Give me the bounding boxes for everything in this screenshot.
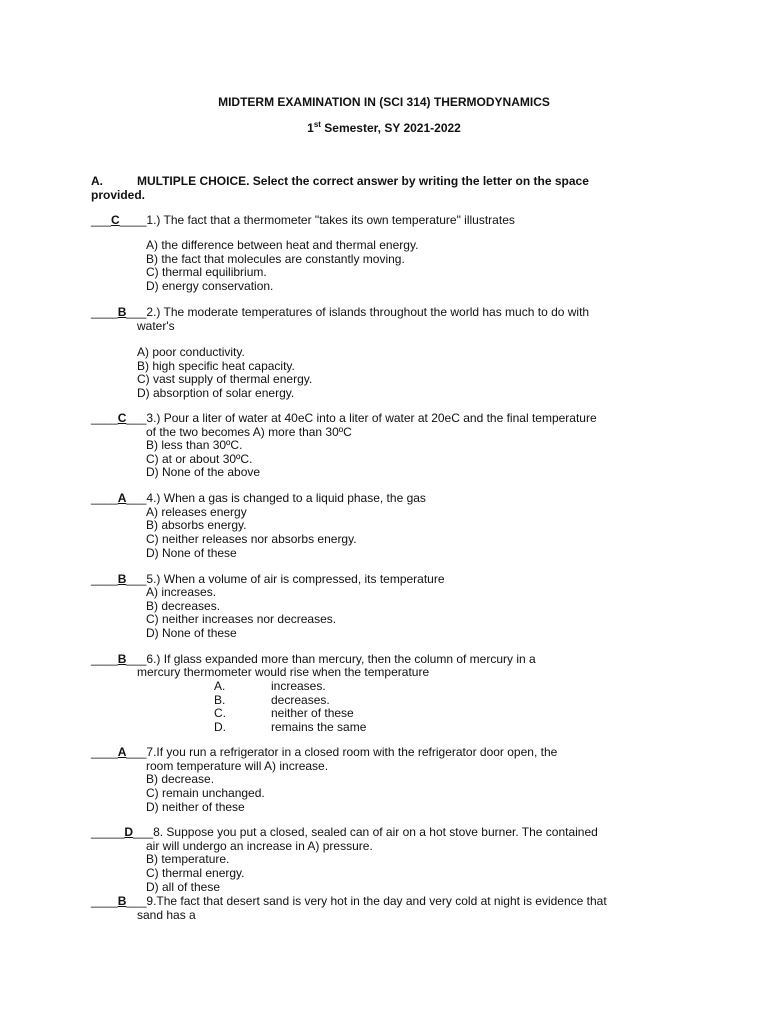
- option-letter: D.: [214, 720, 226, 734]
- answer-blank-post: ___: [126, 652, 147, 666]
- option: B) the fact that molecules are constantly moving.: [146, 252, 405, 266]
- answer-blank-post: ____: [119, 213, 147, 227]
- question-3: [91, 411, 597, 425]
- answer-blank-post: ___: [126, 305, 147, 319]
- answer-blank-pre: ____: [91, 411, 118, 425]
- question-5: [91, 572, 445, 586]
- question-text: 8. Suppose you put a closed, sealed can of air on a hot stove burner. The contained: [153, 825, 598, 839]
- answer-2: B: [117, 305, 127, 319]
- question-text-cont: room temperature will A) increase.: [146, 759, 329, 773]
- question-text-cont: of the two becomes A) more than 30ºC: [146, 425, 352, 439]
- answer-5: B: [117, 572, 127, 586]
- answer-1: C: [111, 213, 120, 227]
- answer-4: A: [117, 491, 127, 505]
- option: D) None of these: [146, 626, 237, 640]
- answer-blank-pre: _____: [91, 825, 125, 839]
- answer-7: A: [117, 745, 127, 759]
- option: B) decreases.: [146, 599, 221, 613]
- question-1: [91, 213, 515, 227]
- section-letter: A.: [91, 174, 103, 188]
- option-letter: B.: [214, 693, 226, 707]
- answer-6: B: [117, 652, 127, 666]
- answer-blank-post: ___: [126, 572, 147, 586]
- question-text: 7.If you run a refrigerator in a closed room with the refrigerator door open, the: [146, 745, 558, 759]
- option-text: remains the same: [271, 720, 367, 734]
- exam-title: MIDTERM EXAMINATION IN (SCI 314) THERMODYNAMICS: [218, 95, 550, 109]
- answer-blank-post: ___: [126, 745, 147, 759]
- question-text: 3.) Pour a liter of water at 40eC into a liter of water at 20eC and the final temperature: [146, 411, 597, 425]
- option: D) neither of these: [146, 800, 245, 814]
- question-4: [91, 491, 426, 505]
- option-text: increases.: [271, 679, 326, 693]
- option: C) thermal energy.: [146, 866, 245, 880]
- option: C) vast supply of thermal energy.: [137, 372, 313, 386]
- option: B) absorbs energy.: [146, 518, 247, 532]
- question-2: [91, 305, 589, 319]
- question-text: 4.) When a gas is changed to a liquid phase, the gas: [146, 491, 426, 505]
- question-text: 5.) When a volume of air is compressed, its temperature: [146, 572, 445, 586]
- semester-line: [0, 121, 768, 135]
- question-text-cont: sand has a: [137, 908, 196, 922]
- option-text: neither of these: [271, 706, 354, 720]
- section-instruction-cont: provided.: [91, 188, 146, 202]
- option-letter: A.: [214, 679, 226, 693]
- question-8: [91, 825, 598, 839]
- semester-number: 1: [307, 121, 314, 135]
- option: D) absorption of solar energy.: [137, 386, 295, 400]
- option: B) temperature.: [146, 852, 230, 866]
- option: C) neither increases nor decreases.: [146, 612, 337, 626]
- answer-9: B: [117, 894, 127, 908]
- answer-blank-pre: ____: [91, 652, 118, 666]
- answer-blank-pre: ____: [91, 305, 118, 319]
- option: C) remain unchanged.: [146, 786, 265, 800]
- question-text-cont: air will undergo an increase in A) pressure.: [146, 839, 373, 853]
- question-6: [91, 652, 536, 666]
- section-title: MULTIPLE CHOICE: [137, 174, 247, 188]
- answer-3: C: [117, 411, 127, 425]
- option: C) thermal equilibrium.: [146, 265, 267, 279]
- semester-text: Semester, SY 2021-2022: [320, 121, 461, 135]
- option: A) poor conductivity.: [137, 345, 245, 359]
- option: D) all of these: [146, 880, 221, 894]
- answer-blank-post: ___: [126, 491, 147, 505]
- answer-blank-pre: ____: [91, 491, 118, 505]
- option: D) energy conservation.: [146, 279, 274, 293]
- answer-8: D: [124, 825, 134, 839]
- answer-blank-pre: ____: [91, 894, 118, 908]
- question-text-cont: water's: [137, 319, 175, 333]
- section-heading: [137, 174, 589, 188]
- option: C) at or about 30ºC.: [146, 452, 253, 466]
- option: A) the difference between heat and thermal energy.: [146, 238, 419, 252]
- option: B) high specific heat capacity.: [137, 359, 295, 373]
- semester-suffix: st: [313, 120, 321, 129]
- option: A) releases energy: [146, 505, 247, 519]
- question-9: [91, 894, 607, 908]
- question-text: 2.) The moderate temperatures of islands throughout the world has much to do with: [146, 305, 590, 319]
- answer-blank-post: ___: [133, 825, 154, 839]
- answer-blank-pre: ___: [91, 213, 112, 227]
- option: B) less than 30ºC.: [146, 438, 243, 452]
- option: D) None of these: [146, 546, 237, 560]
- option-letter: C.: [214, 706, 226, 720]
- option-text: decreases.: [271, 693, 330, 707]
- question-7: [91, 745, 557, 759]
- question-text: 9.The fact that desert sand is very hot in the day and very cold at night is evidence that: [146, 894, 607, 908]
- answer-blank-pre: ____: [91, 572, 118, 586]
- option: C) neither releases nor absorbs energy.: [146, 532, 357, 546]
- option: B) decrease.: [146, 772, 215, 786]
- question-text: 6.) If glass expanded more than mercury, then the column of mercury in a: [146, 652, 536, 666]
- answer-blank-pre: ____: [91, 745, 118, 759]
- option: A) increases.: [146, 585, 217, 599]
- section-instruction: . Select the correct answer by writing the letter on the space: [246, 174, 589, 188]
- question-text-cont: mercury thermometer would rise when the temperature: [137, 665, 430, 679]
- question-text: 1.) The fact that a thermometer "takes its own temperature" illustrates: [146, 213, 515, 227]
- option: D) None of the above: [146, 465, 261, 479]
- answer-blank-post: ___: [126, 894, 147, 908]
- answer-blank-post: ___: [126, 411, 147, 425]
